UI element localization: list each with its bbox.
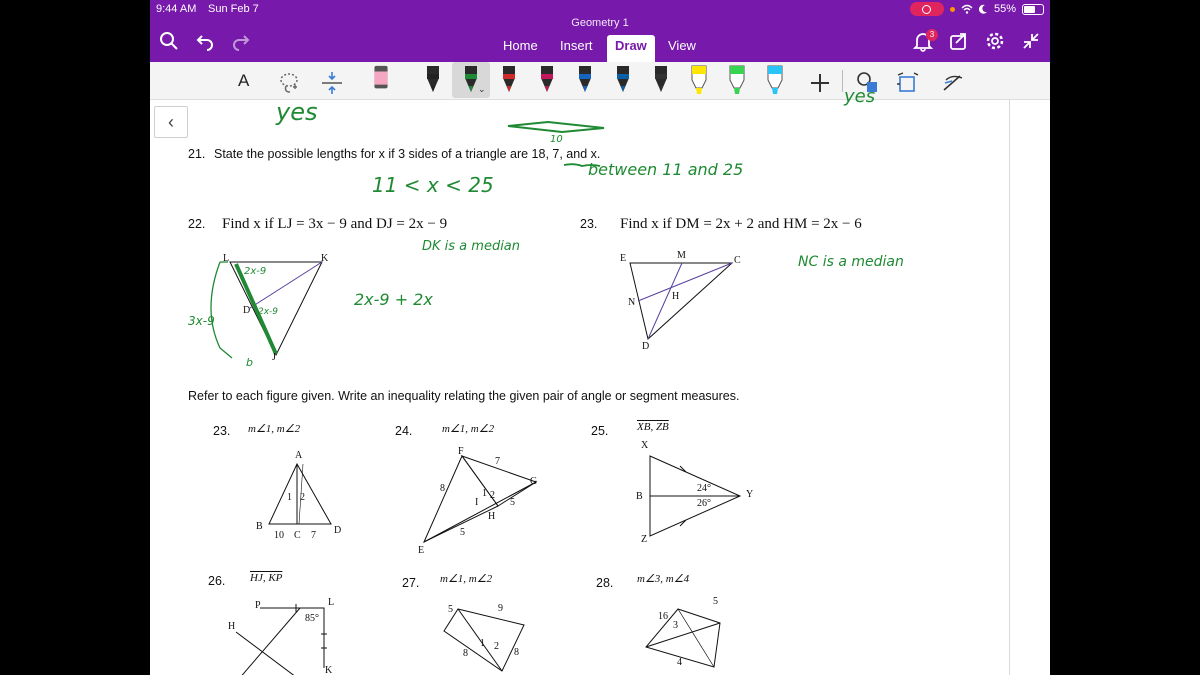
tab-draw[interactable]: Draw — [607, 35, 655, 62]
fig26-h: H — [228, 621, 236, 632]
figure-28-quad — [640, 605, 740, 675]
pen-blue-1-icon[interactable] — [574, 64, 596, 96]
tab-insert[interactable]: Insert — [560, 38, 593, 53]
fig28-3: 3 — [673, 620, 678, 631]
tab-view[interactable]: View — [668, 38, 696, 53]
fig23b-a: A — [295, 450, 303, 461]
fig22-label-d: D — [243, 305, 251, 316]
q22-text: Find x if LJ = 3x − 9 and DJ = 2x − 9 — [222, 216, 448, 232]
fig25-z: Z — [641, 534, 648, 545]
fig23b-1: 1 — [287, 492, 292, 503]
fig23b-2: 2 — [300, 492, 305, 503]
fig24-g: G — [530, 476, 538, 487]
onenote-app — [150, 0, 1050, 675]
fig22-label-j: J — [272, 352, 276, 363]
fig22-label-l: L — [223, 253, 230, 264]
figure-25-triangle — [640, 450, 760, 540]
fig23-label-n: N — [628, 297, 636, 308]
screen-record-icon[interactable] — [910, 2, 944, 16]
fig27-8a: 8 — [463, 648, 468, 659]
moon-icon — [979, 4, 988, 14]
fig23-label-d: D — [642, 341, 650, 352]
fig23b-c: C — [294, 530, 301, 541]
fig23b-10: 10 — [274, 530, 284, 541]
p25-label: XB, ZB — [637, 421, 669, 433]
status-time: 9:44 AM — [156, 3, 197, 15]
p24-label: m∠1, m∠2 — [442, 423, 495, 435]
fig24-5a: 5 — [510, 497, 515, 508]
ink-2x9-upper: 2x-9 — [244, 266, 267, 277]
fig23b-d: D — [334, 525, 342, 536]
fig27-5: 5 — [448, 604, 453, 615]
redo-icon[interactable] — [230, 30, 252, 52]
ink-replay-icon[interactable] — [940, 68, 966, 98]
highlighter-yellow-icon[interactable] — [688, 64, 710, 96]
fig24-e: E — [418, 545, 425, 556]
p27-number: 27. — [402, 576, 420, 590]
fig24-7: 7 — [495, 456, 500, 467]
collapse-icon[interactable] — [1020, 30, 1042, 52]
ink-b: b — [246, 356, 253, 369]
ink-dk-median: DK is a median — [422, 239, 521, 254]
p25-number: 25. — [591, 424, 609, 438]
fig25-b: B — [636, 491, 643, 502]
add-pen-icon[interactable] — [808, 68, 832, 98]
tab-home[interactable]: Home — [503, 38, 538, 53]
fig28-16: 16 — [658, 611, 668, 622]
p28-number: 28. — [596, 576, 614, 590]
fig25-x: X — [641, 440, 649, 451]
ink-mark-10: 10 — [550, 134, 563, 145]
q21-number: 21. — [188, 147, 206, 161]
fig24-f: F — [458, 446, 464, 457]
fig23-label-e: E — [620, 253, 627, 264]
p26-number: 26. — [208, 574, 226, 588]
fig25-24: 24° — [697, 483, 711, 494]
fig24-1: 1 — [482, 488, 487, 499]
fig26-p: P — [255, 600, 261, 611]
ink-nc-median: NC is a median — [798, 254, 904, 270]
notebook-page[interactable] — [150, 86, 1050, 675]
fig24-8: 8 — [440, 483, 445, 494]
undo-icon[interactable] — [194, 30, 216, 52]
fig26-85: 85° — [305, 613, 319, 624]
pen-blue-2-icon[interactable] — [612, 64, 634, 96]
text-tool[interactable]: A — [238, 71, 250, 90]
ink-2x9-lower: 2x-9 — [258, 307, 279, 317]
draw-ribbon — [150, 62, 1050, 100]
figure-24-triangles — [418, 450, 548, 550]
p27-label: m∠1, m∠2 — [440, 573, 493, 585]
wifi-icon — [961, 4, 973, 14]
fig27-9: 9 — [498, 603, 503, 614]
pen-black-2-icon[interactable] — [650, 64, 672, 96]
ink-3x9: 3x-9 — [188, 314, 215, 328]
p26-label: HJ, KP — [250, 572, 283, 584]
title-bar — [150, 0, 1050, 62]
ink-inequality: 11 < x < 25 — [372, 173, 494, 197]
fig24-2: 2 — [490, 490, 495, 501]
page-scrollbar[interactable] — [1009, 100, 1010, 675]
highlighter-cyan-icon[interactable] — [764, 64, 786, 96]
fig23b-7: 7 — [311, 530, 316, 541]
instruction-text: Refer to each figure given. Write an inequality relating the given pair of angle or segment measures. — [188, 389, 740, 403]
fig23-label-h: H — [672, 291, 680, 302]
eraser-icon[interactable] — [370, 64, 392, 94]
fig27-1: 1 — [480, 638, 485, 649]
status-bar — [150, 0, 1050, 18]
fig24-5b: 5 — [460, 527, 465, 538]
pen-red-2-icon[interactable] — [536, 64, 558, 96]
fig26-k: K — [325, 665, 333, 675]
status-date: Sun Feb 7 — [208, 3, 259, 15]
ink-yes-right: yes — [844, 86, 876, 107]
p23-number: 23. — [213, 424, 231, 438]
share-icon[interactable] — [948, 30, 970, 52]
pen-red-1-icon[interactable] — [498, 64, 520, 96]
q23-number: 23. — [580, 217, 598, 231]
q22-number: 22. — [188, 217, 206, 231]
fig23-label-c: C — [734, 255, 741, 266]
figure-23-triangle — [620, 255, 750, 345]
pen-black-1-icon[interactable] — [422, 64, 444, 96]
q23-text: Find x if DM = 2x + 2 and HM = 2x − 6 — [620, 216, 862, 232]
fig25-y: Y — [746, 489, 754, 500]
q21-text: State the possible lengths for x if 3 sides of a triangle are 18, 7, and x. — [214, 147, 601, 161]
ink-to-shape-icon[interactable] — [895, 68, 921, 98]
figure-27-quad — [440, 605, 530, 675]
fig24-i: I — [475, 497, 479, 508]
fig26-l: L — [328, 597, 335, 608]
ribbon-divider — [842, 70, 843, 92]
battery-icon — [1022, 4, 1044, 15]
insert-space-icon[interactable] — [320, 68, 344, 98]
fig27-8b: 8 — [514, 647, 519, 658]
p28-label: m∠3, m∠4 — [637, 573, 690, 585]
lasso-select-icon[interactable] — [278, 68, 300, 98]
search-icon[interactable] — [158, 30, 180, 52]
fig28-4: 4 — [677, 657, 682, 668]
fig24-h: H — [488, 511, 496, 522]
document-title: Geometry 1 — [571, 17, 629, 29]
fig28-5: 5 — [713, 596, 718, 607]
ink-equation-22: 2x-9 + 2x — [354, 290, 433, 309]
back-button[interactable]: ‹ — [154, 106, 188, 138]
p24-number: 24. — [395, 424, 413, 438]
fig22-label-k: K — [321, 253, 329, 264]
fig25-26: 26° — [697, 498, 711, 509]
ink-yes-left: yes — [276, 98, 318, 126]
status-right — [910, 2, 1044, 16]
p23-label: m∠1, m∠2 — [248, 423, 301, 435]
battery-percent: 55% — [993, 3, 1016, 15]
figure-26-shape — [230, 600, 350, 675]
settings-icon[interactable] — [984, 30, 1006, 52]
highlighter-green-icon[interactable] — [726, 64, 748, 96]
fig23-label-m: M — [677, 250, 686, 261]
notification-badge: 3 — [926, 29, 938, 41]
fig23b-b: B — [256, 521, 263, 532]
ink-between: between 11 and 25 — [588, 160, 744, 179]
fig27-2: 2 — [494, 641, 499, 652]
mic-indicator-icon — [950, 7, 955, 12]
pen-options-chevron-icon[interactable]: ⌄ — [478, 84, 486, 94]
